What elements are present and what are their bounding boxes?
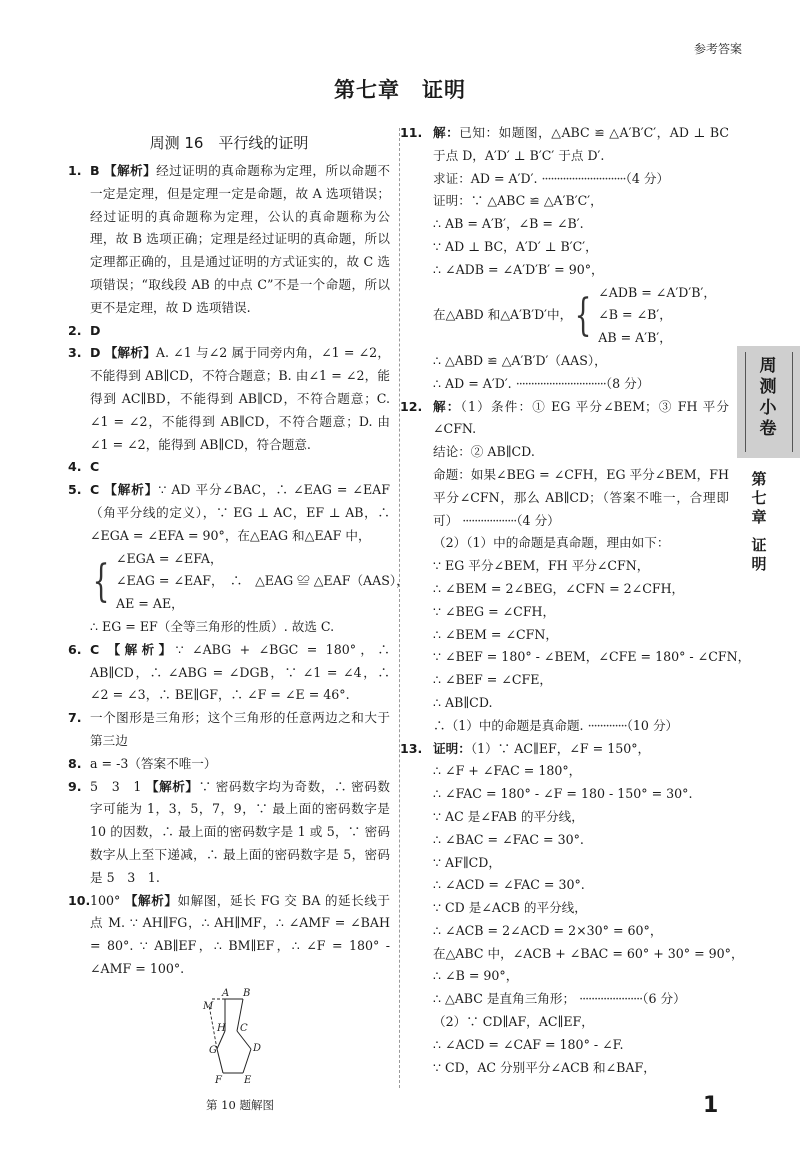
answer-head: 解： <box>433 125 460 140</box>
analysis-tag: 【解析】 <box>107 641 176 657</box>
system-intro: 在△ABD 和△A′B′D′中， <box>433 307 573 323</box>
question-number: 12. <box>400 398 423 414</box>
side-chapter-text: 第七章 <box>751 470 767 526</box>
segment-de <box>243 1049 251 1073</box>
right-column <box>400 122 751 1079</box>
proof-text: （1）条件：① EG 平分∠BEM；③ FH 平分∠CFN. <box>433 398 729 437</box>
answer: C <box>90 482 100 498</box>
proof-line: 证明：∵ △ABC ≌ △A′B′C′， <box>433 193 603 209</box>
question-number: 6. <box>68 641 82 657</box>
question-number: 5. <box>68 482 82 498</box>
question-number: 8. <box>68 755 82 771</box>
proof-line: ∵ EG 平分∠BEM，FH 平分∠CFN， <box>433 558 650 574</box>
proof-line: ∴ ∠BEM = ∠CFN， <box>433 626 559 642</box>
score: （6 分） <box>642 991 686 1007</box>
proof-line: ∴ ∠ACD = ∠CAF = 180° - ∠F. <box>433 1036 624 1052</box>
answer: C <box>90 641 100 657</box>
header-label: 参考答案 <box>693 42 742 56</box>
side-chapter <box>748 470 770 527</box>
page-number: 1 <box>703 1093 719 1118</box>
question-number: 7. <box>68 710 82 726</box>
system-line: ∠ADB = ∠A′D′B′， <box>598 284 716 300</box>
label-b: B <box>243 987 251 999</box>
conclusion: ∴ EG = EF（全等三角形的性质）. 故选 C. <box>90 618 335 634</box>
question-number: 11. <box>400 125 423 140</box>
answer-text: a = -3（答案不唯一） <box>90 755 217 771</box>
geometry-figure <box>185 987 295 1087</box>
explanation: ∵ AD 平分∠BAC，∴ ∠EAG = ∠EAF（角平分线的定义），∵ EG ⊥ AC，EF ⊥ AB，∴ ∠EGA = ∠EFA = 90°，在△EAG 和△EAF 中， <box>90 482 391 543</box>
question-number: 13. <box>400 740 423 756</box>
answer-head: 解： <box>433 398 461 414</box>
proof-line <box>433 464 729 532</box>
brace-symbol: { <box>574 289 592 341</box>
proof-line: ∵ AC 是∠FAB 的平分线， <box>433 808 584 824</box>
equation-system <box>433 282 729 350</box>
answer: 5 3 1 <box>90 778 142 794</box>
proof-line: （2）（1）中的命题是真命题，理由如下： <box>433 535 670 551</box>
question-8 <box>68 753 390 776</box>
question-5 <box>68 479 409 639</box>
side-tab-main <box>757 356 779 440</box>
question-number: 1. <box>68 163 82 178</box>
answer: B <box>90 163 100 178</box>
question-9 <box>68 776 390 890</box>
question-3 <box>68 342 390 456</box>
proof-line: ∴ ∠ACD = ∠FAC = 30°. <box>433 877 585 893</box>
answer-head: 证明： <box>433 740 471 756</box>
analysis-tag: 【解析】 <box>104 163 157 178</box>
section-title: 周测 16 平行线的证明 <box>149 134 309 152</box>
explanation: ∵ ∠ABG + ∠BGC = 180°，∴ AB∥CD，∴ ∠ABG = ∠DGB，∵ ∠1 = ∠4，∴ ∠2 = ∠3，∴ BE∥GF，∴ ∠F = ∠E = 46°. <box>90 641 390 703</box>
proof-line <box>433 988 729 1011</box>
left-column <box>68 130 409 1117</box>
analysis-tag: 【解析】 <box>145 778 199 794</box>
figure-10 <box>90 987 390 1118</box>
system-line: AB = A′B′， <box>598 330 672 346</box>
dot-leader: ···························· <box>541 170 626 186</box>
proof-line: ∴ ∠F + ∠FAC = 180°， <box>433 763 582 779</box>
question-11 <box>400 122 730 396</box>
dot-leader: ·················· <box>462 512 517 528</box>
dot-leader: ······························ <box>515 375 606 391</box>
proof-line <box>433 373 729 396</box>
question-12 <box>400 396 751 738</box>
side-topic <box>748 536 770 574</box>
proof-text: 命题：如果∠BEG = ∠CFH，EG 平分∠BEM，FH 平分∠CFN，那么 AB∥CD；（答案不唯一，合理即可） <box>433 466 729 528</box>
answer-text: 一个图形是三角形；这个三角形的任意两边之和大于第三边 <box>90 710 390 748</box>
question-10 <box>68 890 390 1118</box>
proof-line: 在△ABC 中，∠ACB + ∠BAC = 60° + 30° = 90°， <box>433 945 744 961</box>
given: 已知：如题图，△ABC ≌ △A′B′C′，AD ⊥ BC 于点 D，A′D′ ⊥ B′C′ 于点 D′. <box>433 125 730 163</box>
proof-line: ∴ △ABD ≌ △A′B′D′（AAS）， <box>433 352 607 368</box>
question-13 <box>400 738 744 1080</box>
side-tab-main-text: 周测小卷 <box>759 356 777 439</box>
score: （10 分） <box>626 717 679 733</box>
proof-line: ∵ CD 是∠ACB 的平分线， <box>433 900 587 916</box>
label-m: M <box>203 1000 214 1012</box>
analysis-tag: 【解析】 <box>124 892 178 908</box>
proof-line: ∴ AB∥CD. <box>433 694 493 710</box>
explanation: 经过证明的真命题称为定理，所以命题不一定是定理，但是定理一定是命题，故 A 选项错误；经过证明的真命题称为定理，公认的真命题称为公理，故 B 选项正确；定理是经过证明的真命题，所以定理都正确的，且是通过证明的方式证实的，故 C 选项错误；“取线段 AB 的中点 C”不是一个命题，所以更不是定理，故 D 选项错误. <box>90 163 391 315</box>
proof-text: （1）∵ AC∥EF，∠F = 150°， <box>470 740 651 756</box>
question-number: 9. <box>68 778 82 794</box>
analysis-tag: 【解析】 <box>104 345 156 361</box>
label-f: F <box>215 1074 222 1086</box>
to-prove-line <box>433 168 729 191</box>
proof-line <box>433 715 729 738</box>
label-d: D <box>253 1042 262 1054</box>
dot-leader: ············· <box>587 717 627 733</box>
figure-caption: 第 10 题解图 <box>206 1098 274 1113</box>
proof-line: ∵ ∠BEF = 180° - ∠BEM，∠CFE = 180° - ∠CFN， <box>433 649 751 665</box>
proof-line: ∵ CD，AC 分别平分∠ACB 和∠BAF， <box>433 1059 656 1075</box>
label-h: H <box>217 1022 226 1034</box>
segment-fg <box>217 1049 223 1073</box>
answer: D <box>90 345 101 361</box>
explanation: A. ∠1 与∠2 属于同旁内角，∠1 = ∠2，不能得到 AB∥CD，不符合题意；B. 由∠1 = ∠2，能得到 AC∥BD，不能得到 AB∥CD，不符合题意；C. ∠1 = ∠2，不能得到 AB∥CD，不符合题意；D. 由∠1 = ∠2，能得到 AB∥CD，符合题意. <box>90 345 390 452</box>
label-a: A <box>222 987 230 999</box>
question-1 <box>68 160 390 320</box>
question-number: 10. <box>68 892 91 908</box>
brace-symbol: { <box>92 555 110 607</box>
side-topic-text: 证明 <box>751 536 767 573</box>
proof-line: ∵ ∠BEG = ∠CFH， <box>433 603 556 619</box>
proof-line: ∴ AB = A′B′，∠B = ∠B′. <box>433 216 584 232</box>
answer: C <box>90 459 100 475</box>
proof-line: ∵ AD ⊥ BC，A′D′ ⊥ B′C′， <box>433 238 598 254</box>
score: （4 分） <box>625 170 670 186</box>
explanation: ∵ 密码数字均为奇数，∴ 密码数字可能为 1，3，5，7，9，∵ 最上面的密码数字是 10 的因数，∴ 最上面的密码数字是 1 或 5，∵ 密码数字从上至下递减，∴ 最上面的密码数字是 5，密码是 5 3 1. <box>90 778 391 885</box>
proof-line: ∴ ∠BAC = ∠FAC = 30°. <box>433 831 584 847</box>
chapter-title: 第七章 证明 <box>334 78 466 102</box>
question-2 <box>68 320 390 343</box>
system-line: ∠EAG = ∠EAF， ∴ △EAG ≌ △EAF（AAS）， <box>116 573 409 589</box>
answer: 100° <box>90 892 121 908</box>
answer: D <box>90 322 101 338</box>
to-prove: 求证：AD = A′D′. <box>433 170 538 186</box>
proof-line: （2）∵ CD∥AF，AC∥EF， <box>433 1014 594 1030</box>
proof-line: ∴ ∠BEM = 2∠BEG，∠CFN = 2∠CFH， <box>433 580 685 596</box>
system-line: AE = AE， <box>116 596 184 612</box>
label-e: E <box>244 1074 252 1086</box>
proof-line: 结论：② AB∥CD. <box>433 444 535 460</box>
system-line: ∠B = ∠B′， <box>598 307 672 323</box>
question-number: 3. <box>68 345 82 361</box>
question-number: 2. <box>68 322 82 338</box>
question-7 <box>68 707 390 753</box>
question-number: 4. <box>68 459 82 475</box>
side-tab <box>737 346 800 458</box>
question-4 <box>68 456 390 479</box>
label-c: C <box>240 1022 248 1034</box>
system-line: ∠EGA = ∠EFA， <box>116 550 223 566</box>
proof-text: ∴（1）中的命题是真命题. <box>433 717 584 733</box>
proof-text: ∴ AD = A′D′. <box>433 375 512 391</box>
score: （8 分） <box>605 375 650 391</box>
dot-leader: ····················· <box>579 991 643 1007</box>
score: （4 分） <box>516 512 560 528</box>
equation-system <box>90 548 409 616</box>
proof-line: ∴ ∠B = 90°， <box>433 968 519 984</box>
proof-line: ∴ ∠FAC = 180° - ∠F = 180 - 150° = 30°. <box>433 786 693 802</box>
proof-line: ∴ ∠BEF = ∠CFE， <box>433 672 553 688</box>
proof-line: ∴ ∠ADB = ∠A′D′B′ = 90°， <box>433 261 604 277</box>
question-6 <box>68 639 390 707</box>
explanation: 如解图，延长 FG 交 BA 的延长线于点 M. ∵ AH∥FG，∴ AH∥MF，∴ ∠AMF = ∠BAH = 80°. ∵ AB∥EF，∴ BM∥EF，∴ ∠F = 180° - ∠AMF = 100°. <box>90 892 390 976</box>
proof-text: ∴ △ABC 是直角三角形； <box>433 991 576 1007</box>
proof-line: ∴ ∠ACB = 2∠ACD = 2×30° = 60°， <box>433 922 663 938</box>
proof-line: ∵ AF∥CD， <box>433 854 501 870</box>
label-g: G <box>209 1044 217 1056</box>
analysis-tag: 【解析】 <box>104 482 159 498</box>
